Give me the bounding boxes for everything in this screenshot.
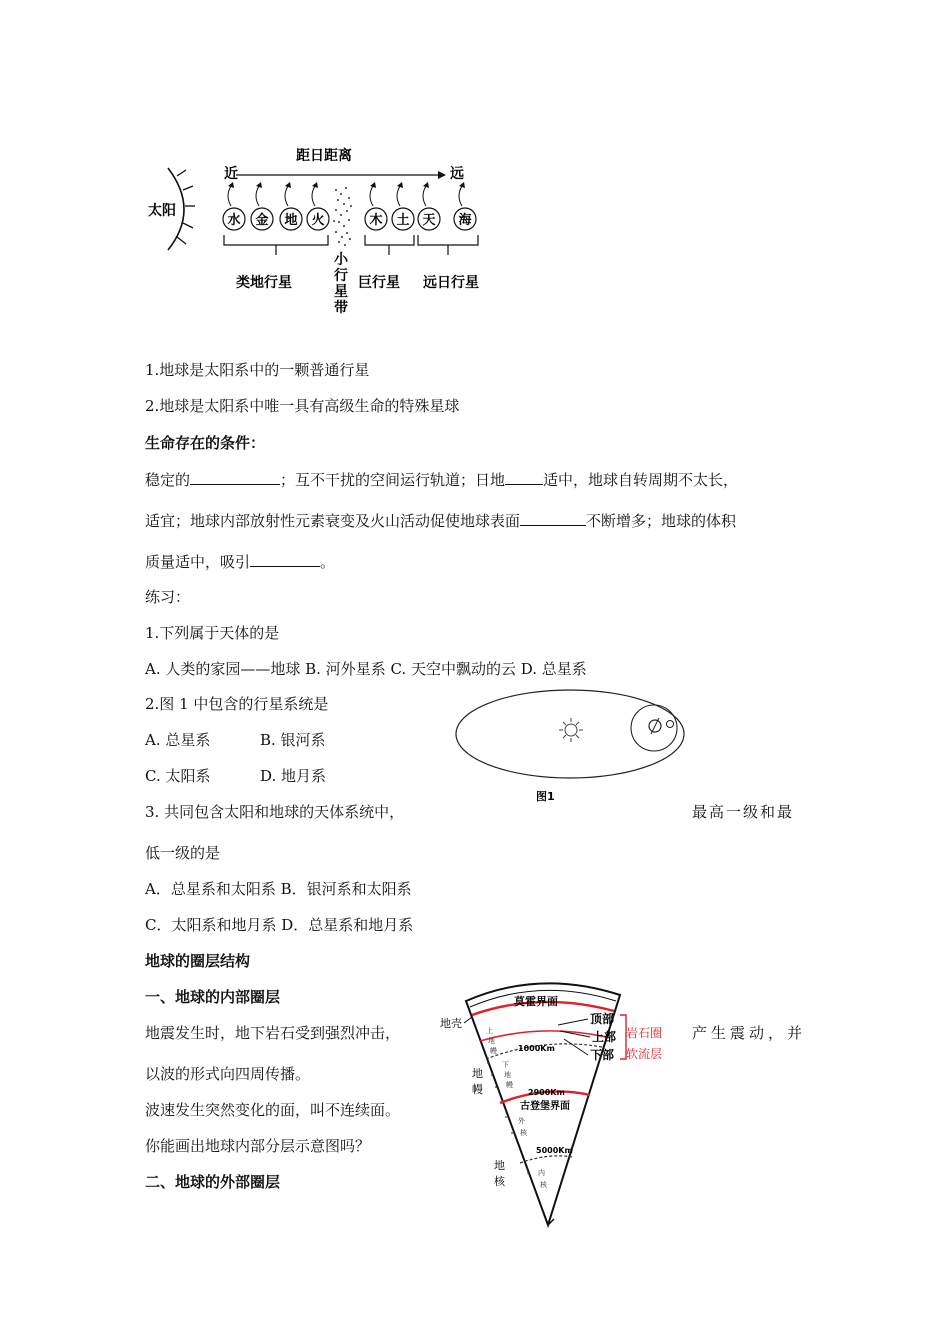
svg-text:地: 地 — [488, 1037, 495, 1045]
svg-text:地: 地 — [504, 1071, 511, 1079]
lower-label: 下部 — [590, 1048, 615, 1062]
planet-venus — [251, 182, 273, 230]
exercise-heading: 练习： — [145, 588, 191, 606]
inner-paragraph-line-1a: 地震发生时，地下岩石受到强烈冲击， — [145, 1024, 401, 1042]
planet-label: 木 — [369, 213, 383, 228]
svg-text:地: 地 — [494, 1159, 505, 1172]
blank-1[interactable] — [190, 470, 280, 485]
svg-text:小: 小 — [334, 252, 348, 268]
planet-neptune — [454, 182, 476, 230]
distant-bracket — [418, 235, 478, 245]
blank-3[interactable] — [520, 511, 586, 526]
sun-rays-icon — [177, 170, 195, 244]
planet-label: 土 — [396, 213, 410, 228]
planet-saturn — [392, 182, 414, 230]
question-1: 1.下列属于天体的是 — [145, 624, 280, 642]
distant-label: 远日行星 — [423, 275, 479, 291]
question-2-option-c: C. 太阳系 — [145, 767, 211, 785]
svg-text:核: 核 — [520, 1129, 527, 1137]
planet-jupiter — [365, 182, 387, 230]
planet-label: 金 — [255, 213, 269, 228]
fact-1: 1.地球是太阳系中的一颗普通行星 — [145, 361, 370, 379]
planet-label: 天 — [422, 213, 436, 228]
terrestrial-label: 类地行星 — [236, 275, 292, 291]
svg-text:外: 外 — [518, 1117, 525, 1125]
layers-heading: 地球的圈层结构 — [145, 952, 251, 970]
outer-layers-heading: 二、地球的外部圈层 — [145, 1173, 281, 1191]
blank-4[interactable] — [250, 552, 320, 567]
figure-1-orbit-diagram — [450, 688, 690, 808]
lithosphere-label: 岩石圈 — [626, 1026, 663, 1040]
question-3-part-a: 3. 共同包含太阳和地球的天体系统中， — [145, 803, 405, 821]
solar-system-diagram — [140, 138, 490, 323]
question-2-option-b: B. 银河系 — [260, 731, 326, 749]
moon-icon — [667, 721, 674, 728]
question-2-option-d: D. 地月系 — [260, 767, 327, 785]
giant-bracket — [365, 235, 414, 245]
earth-orbit-ellipse — [456, 690, 684, 778]
svg-text:核: 核 — [494, 1175, 505, 1188]
asthenosphere-label: 软流层 — [626, 1047, 663, 1061]
giant-label: 巨行星 — [358, 275, 400, 291]
planet-label: 水 — [227, 213, 241, 228]
far-label: 远 — [450, 166, 464, 182]
question-3-part-b: 最高一级和最 — [692, 803, 795, 821]
upper-label: 上部 — [592, 1030, 617, 1044]
crust-label: 地壳 — [440, 1017, 462, 1030]
question-3-options-1: A．总星系和太阳系 B．银河系和太阳系 — [145, 880, 412, 898]
top-label: 顶部 — [590, 1012, 615, 1026]
svg-text:行: 行 — [334, 268, 348, 284]
figure-1-caption: 图1 — [536, 790, 555, 803]
svg-text:下: 下 — [502, 1061, 509, 1069]
fact-2: 2.地球是太阳系中唯一具有高级生命的特殊星球 — [145, 397, 460, 415]
sun-label: 太阳 — [148, 203, 176, 219]
depth-2900-label: 2900Km — [528, 1088, 565, 1097]
depth-1000-label: 1000Km — [518, 1044, 555, 1053]
svg-text:幔: 幔 — [490, 1047, 497, 1055]
blank-2[interactable] — [505, 470, 543, 485]
near-label: 近 — [224, 166, 238, 182]
life-paragraph-line-1: 稳定的 ；互不干扰的空间运行轨道；日地 适中，地球自转周期不太长， — [145, 471, 739, 489]
inner-paragraph-line-1b: 产生震动，并 — [692, 1024, 807, 1042]
planet-row — [223, 182, 476, 230]
inner-layers-heading: 一、地球的内部圈层 — [145, 988, 281, 1006]
question-1-options: A. 人类的家园——地球 B. 河外星系 C. 天空中飘动的云 D. 总星系 — [145, 660, 587, 678]
planet-mercury — [223, 182, 245, 230]
svg-text:幔: 幔 — [506, 1081, 513, 1089]
planet-label: 地 — [284, 213, 298, 228]
question-2-option-a: A. 总星系 — [145, 731, 211, 749]
asteroid-belt-dots — [333, 187, 352, 246]
earth-interior-diagram — [430, 975, 680, 1230]
question-3-options-2: C．太阳系和地月系 D．总星系和地月系 — [145, 916, 414, 934]
life-paragraph-line-2: 适宜；地球内部放射性元素衰变及火山活动促使地球表面 不断增多；地球的体积 — [145, 512, 737, 530]
inner-paragraph-line-2: 以波的形式向四周传播。 — [145, 1065, 311, 1083]
planet-label: 火 — [311, 213, 325, 228]
svg-text:核: 核 — [540, 1181, 547, 1189]
svg-text:地: 地 — [472, 1067, 483, 1080]
life-paragraph-line-3: 质量适中，吸引 。 — [145, 553, 336, 571]
svg-text:内: 内 — [538, 1169, 545, 1177]
asteroid-belt-label — [334, 252, 349, 316]
sun-icon — [559, 718, 583, 742]
moho-label: 莫霍界面 — [514, 995, 558, 1008]
arrow-head-icon — [438, 171, 446, 179]
distance-label: 距日距离 — [296, 148, 352, 164]
gutenberg-label: 古登堡界面 — [520, 1101, 570, 1112]
question-2: 2.图 1 中包含的行星系统是 — [145, 695, 329, 713]
inner-paragraph-line-3: 波速发生突然变化的面，叫不连续面。 — [145, 1101, 401, 1119]
svg-text:星: 星 — [334, 284, 348, 300]
depth-5000-label: 5000Km — [536, 1146, 573, 1155]
svg-text:幔: 幔 — [472, 1083, 483, 1096]
core-label — [494, 1158, 506, 1188]
inner-paragraph-line-4: 你能画出地球内部分层示意图吗？ — [145, 1137, 371, 1155]
svg-text:上: 上 — [486, 1027, 493, 1035]
planet-earth — [280, 182, 302, 230]
planet-uranus — [418, 182, 440, 230]
life-heading: 生命存在的条件： — [145, 434, 266, 452]
planet-mars — [307, 182, 329, 230]
svg-text:带: 带 — [334, 300, 348, 316]
question-3-part-c: 低一级的是 — [145, 844, 221, 862]
terrestrial-bracket — [224, 235, 328, 245]
planet-label: 海 — [458, 213, 472, 228]
mantle-label — [472, 1066, 483, 1096]
